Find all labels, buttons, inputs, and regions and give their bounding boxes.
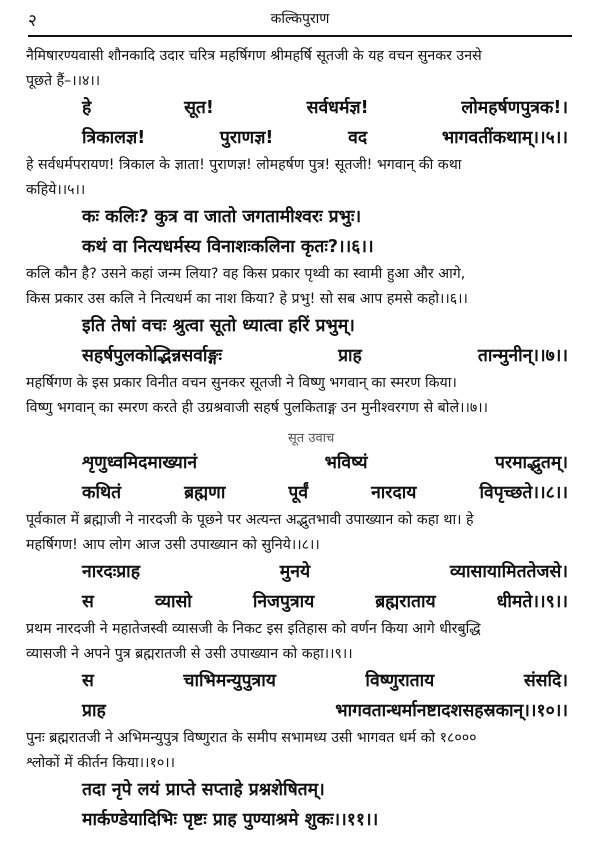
verse-word: चाभिमन्युपुत्राय (183, 671, 276, 691)
prose-line: कहिये।।५।। (26, 181, 86, 198)
prose-line: किस प्रकार उस कलि ने नित्यधर्म का नाश किया? हे प्रभु! सो सब आप हमसे कहो।।६।। (26, 290, 468, 307)
verse-word: कथं वा नित्यधर्मस्य विनाशःकलिना कृतः?।।६।। (82, 237, 374, 257)
verse-line (26, 696, 574, 726)
verse-word: प्राह (82, 701, 106, 721)
verse-word: धीमते।।९।। (496, 592, 568, 612)
verse-line (26, 805, 574, 835)
verse-word: इति तेषां वचः श्रुत्वा सूतो ध्यात्वा हरिं प्रभुम्। (82, 316, 355, 336)
verse-word: भागवतान्धर्मानष्टादशसहस्रकान्।।१०।। (335, 701, 568, 721)
verse-line (26, 557, 574, 587)
verse-word: पूर्वं (288, 483, 309, 503)
verse-line (26, 202, 574, 232)
verse-word: संसदि। (523, 671, 568, 691)
verse-word: विष्णुराताय (365, 671, 435, 691)
header-rule (28, 35, 572, 37)
verse-word: व्यासो (154, 592, 192, 612)
verse-word: तदा नृपे लयं प्राप्ते सप्ताहे प्रश्नशेषितम्। (82, 780, 325, 800)
verse-word: प्राह (338, 346, 362, 366)
page-number: २ (28, 11, 37, 31)
prose-line: पूर्वकाल में ब्रह्माजी ने नारदजी के पूछने पर अत्यन्त अद्भुतभावी उपाख्यान को कहा था। हे (26, 512, 474, 528)
verse-word: मुनये (279, 562, 311, 582)
verse-word: नारदःप्राह (82, 562, 141, 582)
verse-word: लोमहर्षणपुत्रक!। (461, 98, 568, 118)
verse-word: ब्रह्मणा (184, 483, 226, 503)
prose-line: कलि कौन है? उसने कहां जन्म लिया? वह किस प्रकार पृथ्वी का स्वामी हुआ और आगे, (26, 266, 466, 282)
verse-word: सर्वधर्मज्ञ! (306, 98, 369, 118)
verse-line (26, 341, 574, 371)
prose-line: महर्षिगण के इस प्रकार विनीत वचन सुनकर सूतजी ने विष्णु भगवान् का स्मरण किया। (26, 375, 457, 391)
verse-word: वद (348, 128, 368, 148)
prose-line: विष्णु भगवान् का स्मरण करते ही उग्रश्रवाजी सहर्ष पुलकिताङ्ग उन मुनीश्वरगण से बोले।।७।। (26, 399, 488, 416)
verse-line (26, 232, 574, 262)
verse-word: स (82, 671, 94, 691)
verse-line (26, 448, 574, 478)
verse-word: ब्रह्मराताय (375, 592, 436, 612)
prose-line: पूछते हैं–।।४।। (26, 72, 101, 89)
verse-line (26, 93, 574, 123)
verse-word: भविष्यं (324, 453, 368, 473)
verse-word: सहर्षपुलकोद्भिन्नसर्वाङ्गः (82, 346, 223, 366)
page-header (28, 8, 572, 32)
verse-line (26, 775, 574, 805)
verse-word: शृणुध्वमिदमाख्यानं (82, 453, 198, 473)
verse-word: पुराणज्ञ! (219, 128, 274, 148)
verse-line (26, 587, 574, 617)
running-title: कल्किपुराण (270, 11, 330, 27)
speaker-heading: सूत उवाच (288, 431, 335, 446)
prose-line: हे सर्वधर्मपरायण! त्रिकाल के ज्ञाता! पुराणज्ञ! लोमहर्षण पुत्र! सूतजी! भगवान् की कथा (26, 157, 462, 173)
verse-line (26, 311, 574, 341)
verse-word: भागवतींकथाम्।।५।। (441, 128, 568, 148)
prose-line: नैमिषारण्यवासी शौनकादि उदार चरित्र महर्षिगण श्रीमहर्षि सूतजी के यह वचन सुनकर उनसे (26, 48, 482, 64)
prose-line: महर्षिगण! आप लोग आज उसी उपाख्यान को सुनिये।।८।। (26, 536, 320, 553)
verse-word: स (82, 592, 94, 612)
verse-word: विपृच्छते।।८।। (479, 483, 568, 503)
verse-word: मार्कण्डेयादिभिः पृष्टः प्राह पुण्याश्रमे शुकः।।११।। (82, 810, 379, 830)
verse-word: कः कलिः? कुत्र वा जातो जगतामीश्वरः प्रभुः। (82, 207, 362, 227)
prose-line: व्यासजी ने अपने पुत्र ब्रह्मरातजी से उसी उपाख्यान को कहा।।९।। (26, 645, 353, 662)
verse-word: सूत! (184, 98, 214, 118)
prose-line: श्लोकों में कीर्तन किया।।१०।। (26, 754, 175, 771)
prose-line: प्रथम नारदजी ने महातेजस्वी व्यासजी के निकट इस इतिहास को वर्णन किया आगे धीरबुद्धि (26, 621, 481, 637)
verse-line (26, 123, 574, 153)
verse-word: कथितं (82, 483, 122, 503)
verse-word: निजपुत्राय (252, 592, 315, 612)
verse-word: हे (82, 98, 92, 118)
verse-line (26, 478, 574, 508)
verse-word: व्यासायामिततेजसे। (449, 562, 568, 582)
prose-line: पुनः ब्रह्मरातजी ने अभिमन्युपुत्र विष्णुरात के समीप सभामध्य उसी भागवत धर्म को १८००० (26, 730, 477, 746)
verse-word: त्रिकालज्ञ! (82, 128, 146, 148)
verse-word: नारदाय (371, 483, 417, 503)
verse-word: तान्मुनीन्।।७।। (477, 346, 568, 366)
page-body (26, 44, 574, 835)
verse-word: परमाद्भुतम्। (495, 453, 568, 473)
verse-line (26, 666, 574, 696)
